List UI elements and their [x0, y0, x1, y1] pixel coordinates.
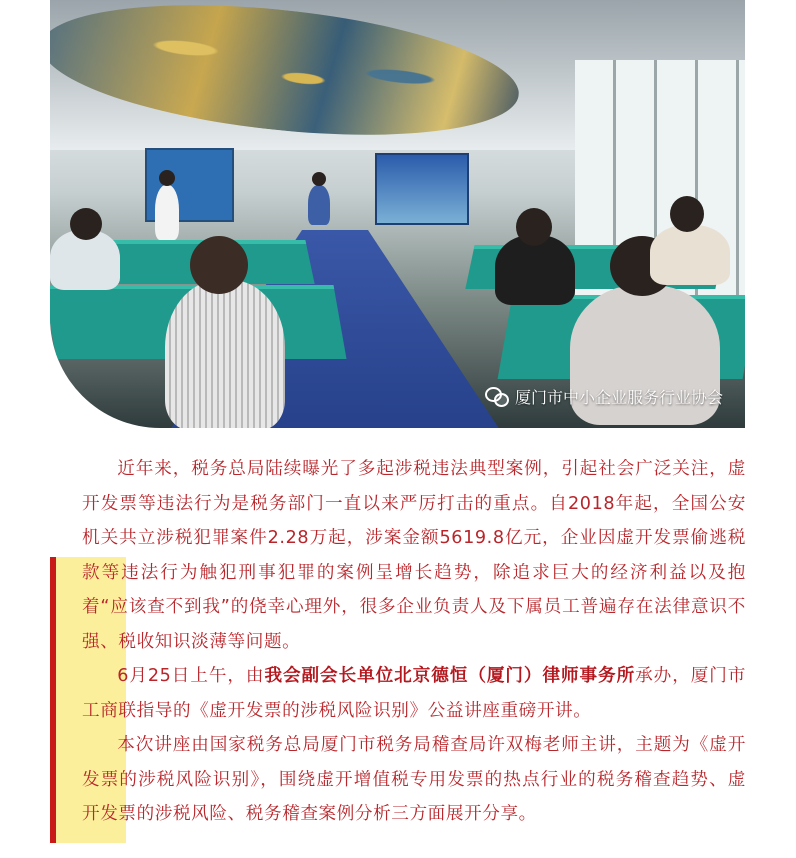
speaker-head	[312, 172, 326, 186]
presenter	[155, 185, 179, 240]
paragraph-event	[82, 659, 746, 728]
watermark-text: 厦门市中小企业服务行业协会	[514, 388, 723, 407]
speaker	[308, 185, 330, 225]
presenter-head	[159, 170, 175, 186]
paragraph-lecture: 本次讲座由国家税务总局厦门市税务局稽查局许双梅老师主讲，主题为《虚开发票的涉税风险识别》，围绕虚开增值税专用发票的热点行业的税务稽查趋势、虚开发票的涉税风险、税务稽查案例分析三方面展开分享。	[82, 735, 746, 824]
attendee	[650, 225, 730, 285]
article-body	[82, 452, 746, 832]
event-detail-text: 承办，厦门市工商联指导的《虚开发票的涉税风险识别》公益讲座重磅开讲。	[82, 666, 746, 721]
attendee-head	[516, 208, 552, 246]
seminar-photo	[50, 0, 745, 428]
attendee-head	[70, 208, 102, 240]
presentation-screen	[375, 153, 469, 225]
organizer-highlight: 我会副会长单位北京德恒（厦门）律师事务所	[264, 666, 636, 686]
accent-bar	[50, 557, 56, 843]
watermark	[485, 385, 723, 408]
paragraph-intro: 近年来，税务总局陆续曝光了多起涉税违法典型案例，引起社会广泛关注，虚开发票等违法行为是税务部门一直以来严厉打击的重点。自2018年起，全国公安机关共立涉税犯罪案件2.28万起，涉案金额5619.8亿元，企业因虚开发票偷逃税款等违法行为触犯刑事犯罪的案例呈增长趋势，除追求巨大的经济利益以及抱着“应该查不到我”的侥幸心理外，很多企业负责人及下属员工普遍存在法律意识不强、税收知识淡薄等问题。	[82, 459, 746, 652]
attendee-head	[670, 196, 704, 232]
wechat-icon	[485, 387, 509, 407]
attendee-head	[190, 236, 248, 294]
event-date-text: 6月25日上午，由	[117, 666, 265, 686]
attendee	[165, 280, 285, 428]
